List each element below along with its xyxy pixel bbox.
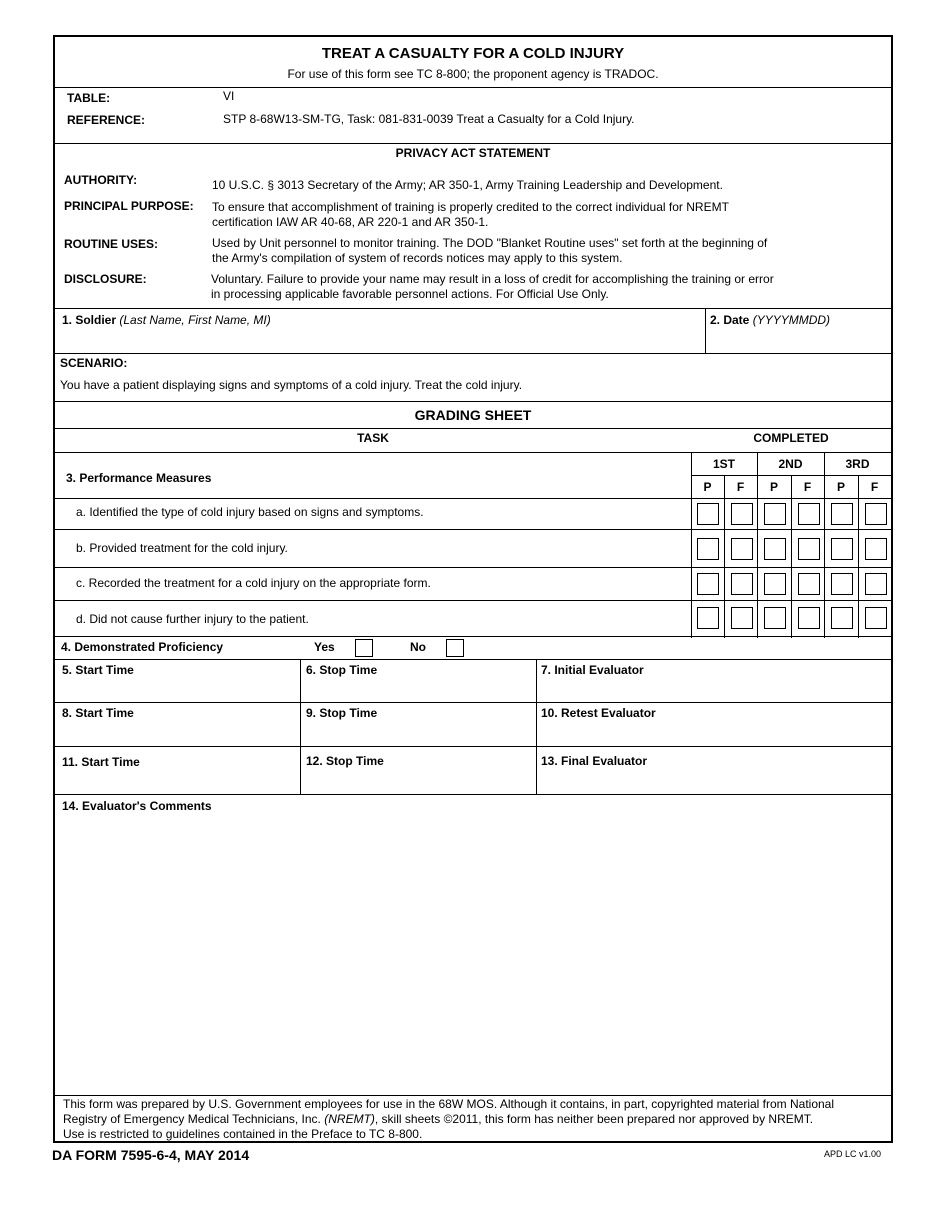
table-value: VI — [223, 89, 235, 103]
soldier-hint: (Last Name, First Name, MI) — [119, 313, 271, 327]
proficiency-no-label: No — [410, 640, 426, 654]
uses-line-2: the Army's compilation of system of records notices may apply to this system. — [212, 251, 623, 265]
form-title: TREAT A CASUALTY FOR A COLD INJURY — [321, 45, 625, 62]
pf-f-2: F — [803, 480, 812, 494]
start-time-8-field[interactable] — [60, 723, 296, 743]
pf-p-1: P — [703, 480, 712, 494]
reference-value: STP 8-68W13-SM-TG, Task: 081-831-0039 Treat a Casualty for a Cold Injury. — [223, 112, 635, 126]
form-version: APD LC v1.00 — [824, 1149, 882, 1159]
pf-p-2: P — [769, 480, 778, 494]
measure-d: d. Did not cause further injury to the patient. — [76, 612, 309, 626]
check-a-1p[interactable] — [697, 503, 719, 525]
start-time-5-label: 5. Start Time — [62, 663, 134, 677]
authority-text: 10 U.S.C. § 3013 Secretary of the Army; AR 350-1, Army Training Leadership and Development. — [212, 178, 723, 192]
final-evaluator-field[interactable] — [540, 771, 887, 791]
start-time-8-label: 8. Start Time — [62, 706, 134, 720]
start-time-11-label: 11. Start Time — [62, 755, 140, 769]
grading-title: GRADING SHEET — [414, 407, 532, 423]
comments-label: 14. Evaluator's Comments — [62, 799, 212, 813]
proficiency-yes-label: Yes — [314, 640, 335, 654]
footer-note-nremt: (NREMT) — [324, 1112, 375, 1126]
footer-note-line-2a: Registry of Emergency Medical Technicians, Inc. — [63, 1112, 321, 1126]
check-c-2f[interactable] — [798, 573, 820, 595]
uses-label: ROUTINE USES: — [64, 237, 159, 251]
check-b-3p[interactable] — [831, 538, 853, 560]
table-label: TABLE: — [67, 91, 111, 105]
date-field[interactable] — [710, 331, 885, 349]
final-evaluator-label: 13. Final Evaluator — [541, 754, 648, 768]
purpose-line-1: To ensure that accomplishment of training is properly credited to the correct individual for NREMT — [212, 200, 729, 214]
measure-c: c. Recorded the treatment for a cold injury on the appropriate form. — [76, 576, 431, 590]
attempt-1st: 1ST — [712, 457, 735, 471]
disclosure-line-1: Voluntary. Failure to provide your name may result in a loss of credit for accomplishing the training or error — [211, 272, 774, 286]
disclosure-label: DISCLOSURE: — [64, 272, 147, 286]
check-d-1p[interactable] — [697, 607, 719, 629]
check-d-2f[interactable] — [798, 607, 820, 629]
check-a-3f[interactable] — [865, 503, 887, 525]
measures-label: 3. Performance Measures — [66, 471, 212, 485]
task-header: TASK — [357, 431, 389, 445]
check-c-1f[interactable] — [731, 573, 753, 595]
reference-label: REFERENCE: — [67, 113, 146, 127]
start-time-5-field[interactable] — [60, 680, 296, 700]
form-id: DA FORM 7595-6-4, MAY 2014 — [52, 1147, 250, 1163]
proficiency-yes-checkbox[interactable] — [355, 639, 373, 657]
check-a-3p[interactable] — [831, 503, 853, 525]
stop-time-6-label: 6. Stop Time — [306, 663, 378, 677]
check-c-3f[interactable] — [865, 573, 887, 595]
stop-time-6-field[interactable] — [304, 680, 532, 700]
initial-evaluator-label: 7. Initial Evaluator — [541, 663, 644, 677]
pf-p-3: P — [836, 480, 845, 494]
form-frame — [53, 35, 893, 1143]
uses-line-1: Used by Unit personnel to monitor training. The DOD "Blanket Routine uses" set forth at the beginning of — [212, 236, 768, 250]
completed-header: COMPLETED — [753, 431, 829, 445]
initial-evaluator-field[interactable] — [540, 680, 887, 700]
check-a-1f[interactable] — [731, 503, 753, 525]
date-label — [710, 313, 830, 328]
purpose-label: PRINCIPAL PURPOSE: — [64, 199, 194, 213]
check-d-3p[interactable] — [831, 607, 853, 629]
check-c-2p[interactable] — [764, 573, 786, 595]
footer-note-line-3: Use is restricted to guidelines contained in the Preface to TC 8-800. — [63, 1127, 423, 1141]
footer-note-line-2c: , skill sheets ©2011, this form has neither been prepared nor approved by NREMT. — [374, 1112, 814, 1126]
stop-time-12-field[interactable] — [304, 771, 532, 791]
check-b-2f[interactable] — [798, 538, 820, 560]
attempt-3rd: 3RD — [845, 457, 870, 471]
measure-b: b. Provided treatment for the cold injury. — [76, 541, 288, 555]
scenario-label: SCENARIO: — [60, 356, 128, 370]
check-b-2p[interactable] — [764, 538, 786, 560]
retest-evaluator-label: 10. Retest Evaluator — [541, 706, 656, 720]
check-a-2f[interactable] — [798, 503, 820, 525]
proficiency-label: 4. Demonstrated Proficiency — [61, 640, 224, 654]
form-subtitle: For use of this form see TC 8-800; the proponent agency is TRADOC. — [287, 67, 659, 81]
soldier-field[interactable] — [63, 331, 693, 349]
check-b-1f[interactable] — [731, 538, 753, 560]
comments-field[interactable] — [62, 819, 884, 1089]
footer-note-line-2 — [63, 1112, 813, 1127]
soldier-label — [62, 313, 271, 328]
pf-f-1: F — [736, 480, 745, 494]
check-d-1f[interactable] — [731, 607, 753, 629]
check-d-2p[interactable] — [764, 607, 786, 629]
disclosure-line-2: in processing applicable favorable personnel actions. For Official Use Only. — [211, 287, 609, 301]
check-b-3f[interactable] — [865, 538, 887, 560]
date-label-text: 2. Date — [710, 313, 750, 327]
purpose-line-2: certification IAW AR 40-68, AR 220-1 and AR 350-1. — [212, 215, 489, 229]
attempt-2nd: 2ND — [778, 457, 803, 471]
date-hint: (YYYYMMDD) — [752, 313, 831, 327]
scenario-text: You have a patient displaying signs and symptoms of a cold injury. Treat the cold injury. — [60, 378, 523, 392]
soldier-label-text: 1. Soldier — [62, 313, 117, 327]
retest-evaluator-field[interactable] — [540, 723, 887, 743]
footer-note-line-1: This form was prepared by U.S. Government employees for use in the 68W MOS. Although it contains, in part, copyrighted material from National — [63, 1097, 835, 1111]
measure-a: a. Identified the type of cold injury based on signs and symptoms. — [76, 505, 424, 519]
start-time-11-field[interactable] — [60, 771, 296, 791]
pf-f-3: F — [870, 480, 879, 494]
stop-time-9-field[interactable] — [304, 723, 532, 743]
proficiency-no-checkbox[interactable] — [446, 639, 464, 657]
privacy-heading: PRIVACY ACT STATEMENT — [395, 146, 551, 160]
check-a-2p[interactable] — [764, 503, 786, 525]
authority-label: AUTHORITY: — [64, 173, 138, 187]
check-d-3f[interactable] — [865, 607, 887, 629]
stop-time-12-label: 12. Stop Time — [306, 754, 384, 768]
check-c-1p[interactable] — [697, 573, 719, 595]
stop-time-9-label: 9. Stop Time — [306, 706, 378, 720]
check-b-1p[interactable] — [697, 538, 719, 560]
check-c-3p[interactable] — [831, 573, 853, 595]
